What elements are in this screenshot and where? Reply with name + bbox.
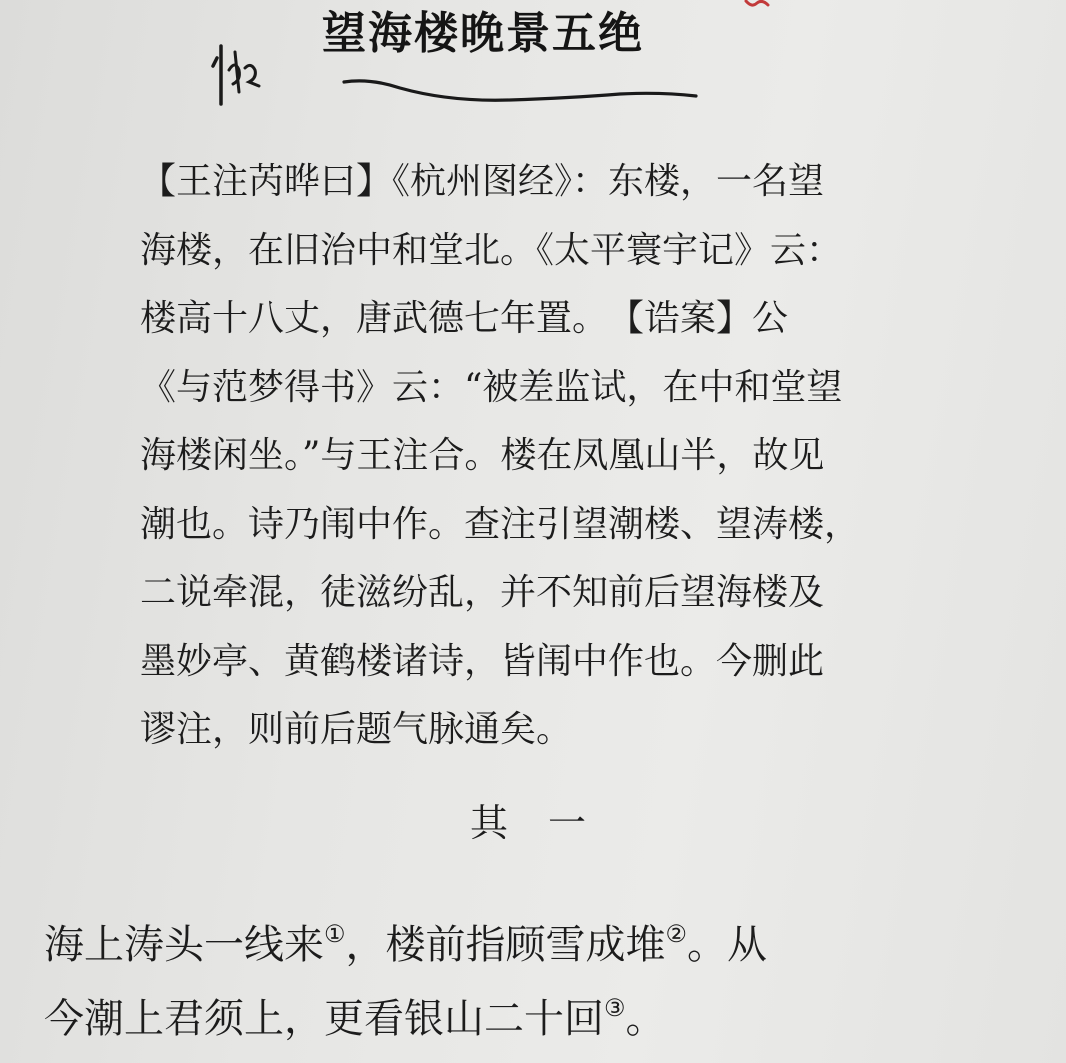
poem-text-segment: 今潮上君须上，更看银山二十回 xyxy=(44,996,604,1042)
poem-text xyxy=(44,908,1044,1056)
poem-text-segment: 。 xyxy=(625,996,666,1042)
poem-text-segment: 海上涛头一线来 xyxy=(44,922,324,968)
poem-line-2 xyxy=(44,982,1044,1056)
poem-text-segment: ，楼前指顾雪成堆 xyxy=(345,922,666,968)
footnote-marker-3: ③ xyxy=(604,994,626,1022)
poem-title: 望海楼晚景五绝 xyxy=(322,8,644,59)
red-ink-mark xyxy=(744,0,770,10)
footnote-marker-1: ① xyxy=(324,920,346,948)
note-line: 【王注芮晔曰】《杭州图经》：东楼，一名望 xyxy=(140,161,825,202)
section-heading: 其一 xyxy=(469,801,626,845)
note-line: 《与范梦得书》云：“被差监试，在中和堂望 xyxy=(140,366,843,408)
commentary-note xyxy=(140,148,1000,765)
handwritten-underline xyxy=(340,72,700,112)
note-line: 谬注，则前后题气脉通矣。 xyxy=(140,709,573,750)
note-line: 二说牵混，徒滋纷乱，并不知前后望海楼及 xyxy=(140,572,825,613)
note-line: 楼高十八丈，唐武德七年置。 【诰案】公 xyxy=(140,298,789,339)
poem-line-1 xyxy=(44,908,1044,982)
footnote-marker-2: ② xyxy=(665,920,688,948)
note-line: 海楼闲坐。”与王注合。楼在凤凰山半，故见 xyxy=(140,435,825,476)
note-line: 墨妙亭、黄鹤楼诸诗，皆闱中作也。今删此 xyxy=(140,640,825,682)
handwritten-mark xyxy=(205,40,265,110)
note-line: 海楼，在旧治中和堂北。《太平寰宇记》云： xyxy=(140,229,843,271)
note-line: 潮也。诗乃闱中作。查注引望潮楼、望涛楼， xyxy=(140,503,861,545)
poem-text-segment: 。从 xyxy=(687,922,768,968)
